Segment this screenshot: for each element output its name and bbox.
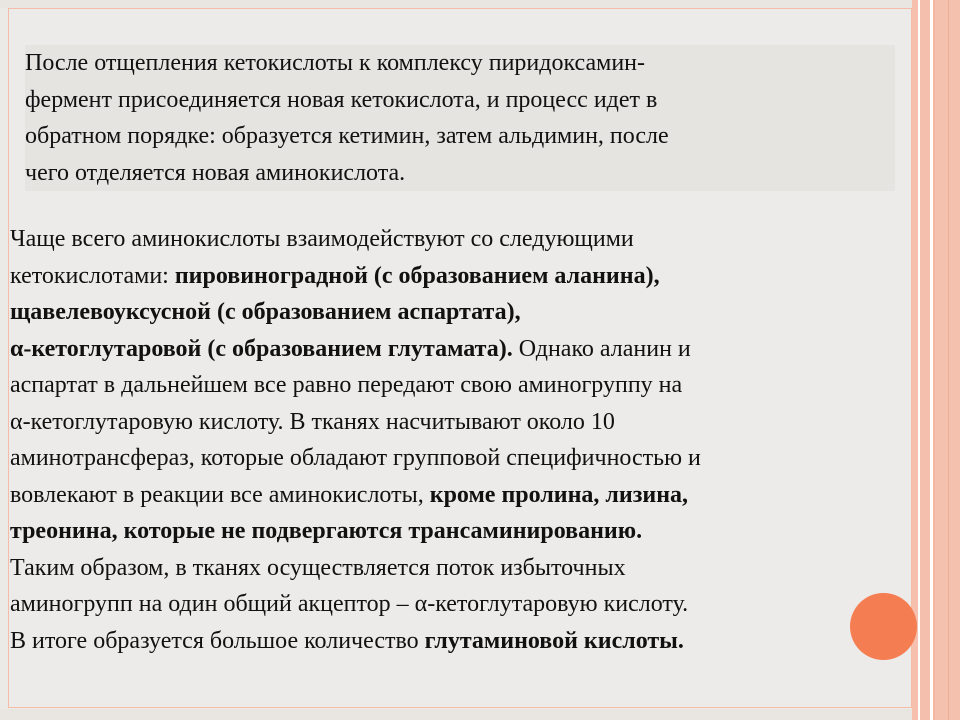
text-line: фермент присоединяется новая кетокислота, и процесс идет в bbox=[25, 86, 658, 113]
bold-text-run: глутаминовой кислоты. bbox=[424, 627, 684, 654]
text-run: кетокислотами: bbox=[10, 262, 175, 289]
bold-text-line: щавелевоуксусной (с образованием аспартата), bbox=[10, 299, 521, 325]
text-line bbox=[10, 623, 915, 660]
orange-circle-decoration bbox=[850, 593, 917, 660]
text-line: обратном порядке: образуется кетимин, затем альдимин, после bbox=[25, 123, 669, 149]
bold-text-run: α-кетоглутаровой (с образованием глутамата). bbox=[10, 335, 513, 362]
bold-text-line: треонина, которые не подвергаются трансаминированию. bbox=[10, 518, 643, 544]
bottom-band bbox=[0, 709, 960, 720]
bold-text-run: кроме пролина, лизина, bbox=[429, 481, 689, 508]
paragraph-main bbox=[10, 221, 915, 659]
text-line: Чаще всего аминокислоты взаимодействуют со следующими bbox=[10, 226, 634, 252]
text-run: В итоге образуется большое количество bbox=[10, 627, 425, 654]
text-line: аминотрансфераз, которые обладают групповой специфичностью и bbox=[10, 445, 701, 471]
paragraph-intro bbox=[25, 45, 895, 191]
bold-text-run: пировиноградной (с образованием аланина), bbox=[174, 262, 660, 289]
text-line: Таким образом, в тканях осуществляется поток избыточных bbox=[10, 554, 626, 581]
text-line: аминогрупп на один общий акцептор – α-кетоглутаровую кислоту. bbox=[10, 591, 689, 617]
text-line bbox=[10, 331, 915, 368]
decor-stripe bbox=[948, 0, 949, 720]
decor-stripe bbox=[920, 0, 930, 720]
text-line: α-кетоглутаровую кислоту. В тканях насчитывают около 10 bbox=[10, 408, 615, 435]
top-band bbox=[0, 0, 960, 8]
text-line bbox=[10, 258, 915, 295]
text-run: Однако аланин и bbox=[512, 335, 691, 362]
text-line bbox=[10, 477, 915, 514]
text-line: чего отделяется новая аминокислота. bbox=[25, 159, 406, 186]
text-line: После отщепления кетокислоты к комплексу пиридоксамин- bbox=[25, 50, 646, 76]
text-run: вовлекают в реакции все аминокислоты, bbox=[10, 481, 430, 508]
text-line: аспартат в дальнейшем все равно передают свою аминогруппу на bbox=[10, 372, 683, 398]
